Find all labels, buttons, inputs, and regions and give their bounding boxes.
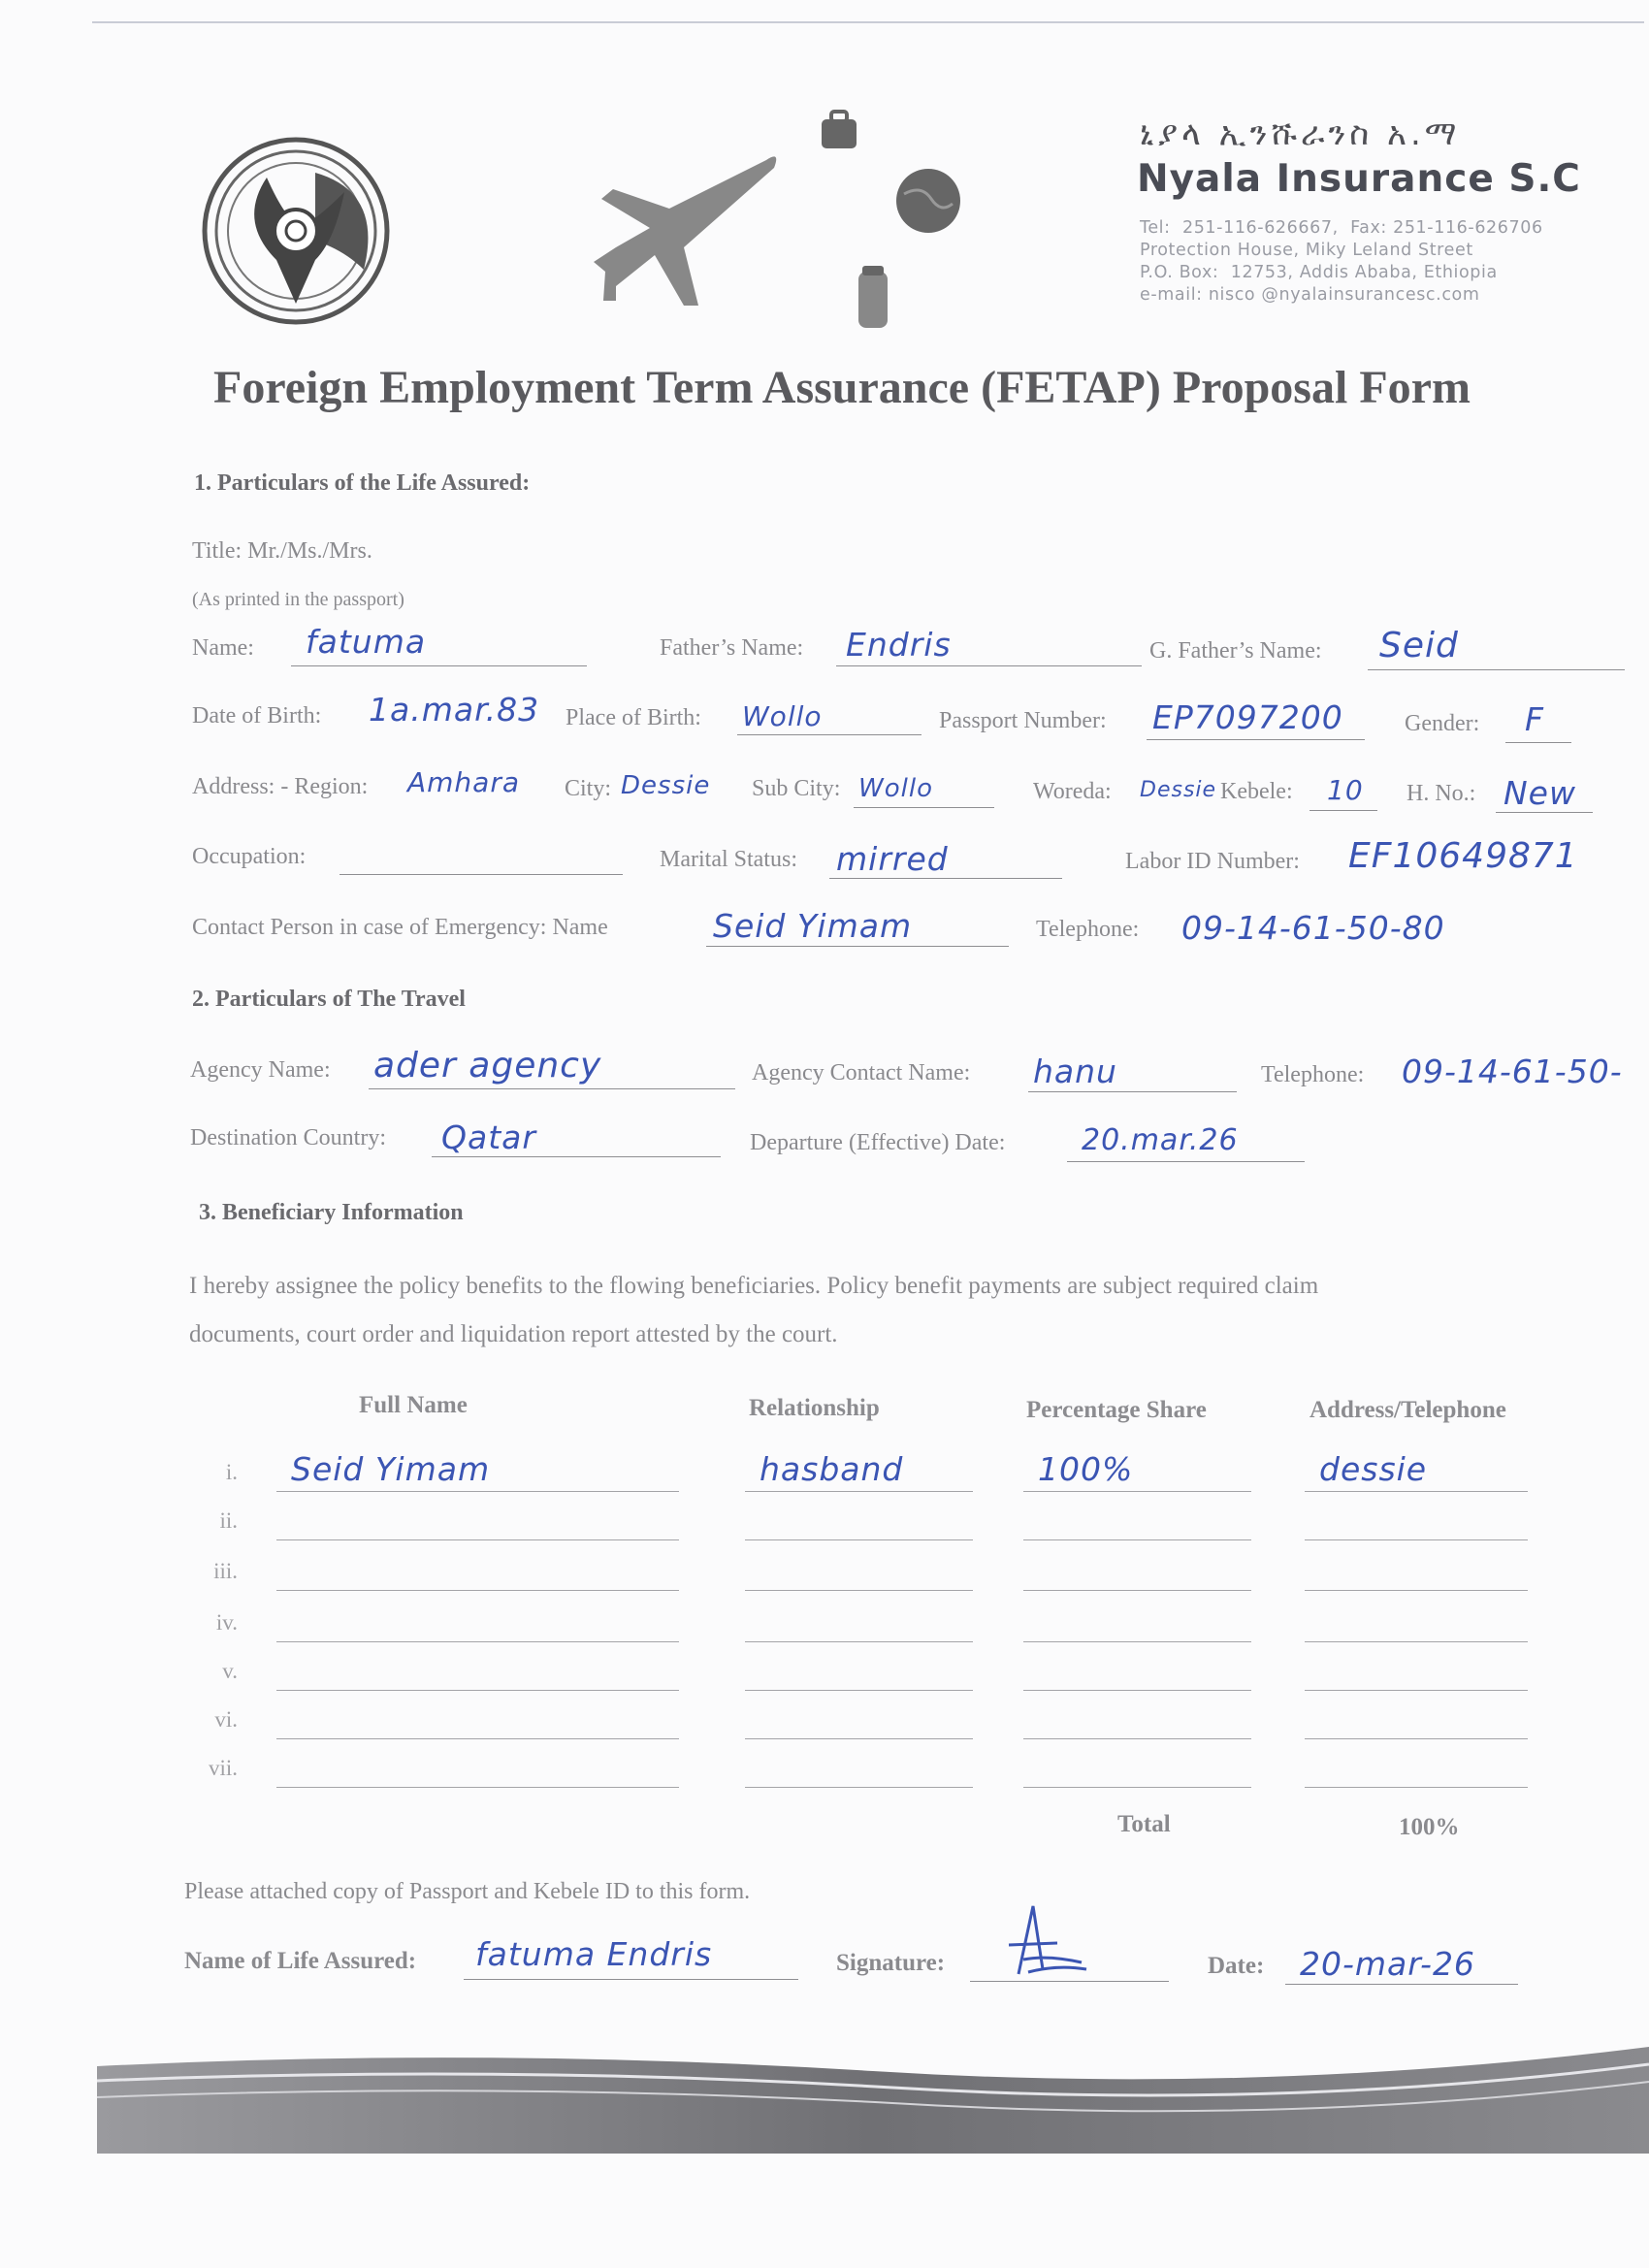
name-field-line [291, 665, 587, 667]
row-number: vi. [214, 1707, 238, 1732]
cell-line [276, 1590, 679, 1592]
row-number: iv. [215, 1610, 238, 1635]
subcity-label: Sub City: [752, 776, 841, 801]
gender-label: Gender: [1405, 711, 1480, 736]
agency-label: Agency Name: [190, 1057, 331, 1083]
row-number: v. [222, 1659, 238, 1683]
suitcase-icon [810, 102, 868, 160]
dob-label: Date of Birth: [192, 703, 322, 729]
cell-line [1305, 1491, 1528, 1493]
signature-label: Signature: [836, 1950, 946, 1976]
subcity-field-line [854, 807, 994, 809]
cell-line [745, 1539, 973, 1541]
cell-line [745, 1590, 973, 1592]
life-assured-value[interactable]: fatuma Endris [475, 1935, 713, 1973]
beneficiary-address[interactable]: dessie [1319, 1450, 1428, 1488]
kebele-value[interactable]: 10 [1327, 774, 1364, 806]
bottle-icon [849, 264, 897, 332]
cell-line [1305, 1738, 1528, 1740]
col-percentage-share: Percentage Share [1026, 1397, 1207, 1423]
title-note: (As printed in the passport) [192, 589, 404, 610]
father-label: Father’s Name: [660, 635, 804, 661]
labor-value[interactable]: EF10649871 [1348, 836, 1578, 876]
section3-heading: 3. Beneficiary Information [199, 1200, 464, 1225]
passport-field-line [1147, 739, 1365, 741]
life-assured-label: Name of Life Assured: [184, 1948, 417, 1974]
agency-field-line [369, 1088, 735, 1090]
subcity-value[interactable]: Wollo [858, 774, 933, 803]
globe-icon [892, 165, 965, 238]
cell-line [276, 1690, 679, 1692]
cell-line [1023, 1539, 1251, 1541]
city-value[interactable]: Dessie [621, 771, 711, 800]
father-value[interactable]: Endris [846, 626, 952, 664]
cell-line [1023, 1787, 1251, 1789]
assignment-paragraph-line2: documents, court order and liquidation report attested by the court. [189, 1321, 838, 1347]
departure-value[interactable]: 20.mar.26 [1082, 1123, 1239, 1157]
pob-field-line [737, 734, 922, 736]
col-address-telephone: Address/Telephone [1310, 1397, 1506, 1423]
departure-label: Departure (Effective) Date: [750, 1130, 1006, 1155]
cell-line [1023, 1738, 1251, 1740]
passport-label: Passport Number: [939, 708, 1107, 733]
row-number: ii. [219, 1508, 238, 1533]
agency-value[interactable]: ader agency [373, 1046, 602, 1085]
kebele-field-line [1310, 810, 1377, 812]
cell-line [1305, 1690, 1528, 1692]
marital-field-line [829, 878, 1062, 880]
section1-heading: 1. Particulars of the Life Assured: [194, 470, 531, 496]
woreda-value[interactable]: Dessie [1140, 778, 1217, 802]
cell-line [745, 1641, 973, 1643]
assignment-paragraph-line1: I hereby assignee the policy benefits to the flowing beneficiaries. Policy benefit payments are subject required claim [189, 1273, 1319, 1299]
signature-mark-icon[interactable] [989, 1896, 1106, 1984]
row-number: i. [225, 1460, 238, 1484]
cell-line [276, 1641, 679, 1643]
city-label: City: [565, 776, 612, 801]
top-rule [92, 21, 1644, 23]
contact-tel-label: Telephone: [1036, 917, 1140, 942]
cell-line [1023, 1690, 1251, 1692]
name-value[interactable]: fatuma [306, 623, 427, 661]
agency-tel-value[interactable]: 09-14-61-50- [1402, 1053, 1623, 1090]
cell-line [276, 1787, 679, 1789]
date-field-line [1285, 1984, 1518, 1986]
company-name: Nyala Insurance S.C [1137, 157, 1581, 201]
labor-label: Labor ID Number: [1125, 849, 1300, 874]
gender-value[interactable]: F [1525, 700, 1544, 738]
nyala-logo-icon [199, 134, 393, 328]
father-field-line [836, 665, 1142, 667]
destination-field-line [432, 1156, 721, 1158]
woreda-label: Woreda: [1033, 779, 1112, 804]
cell-line [745, 1787, 973, 1789]
cell-line [1305, 1787, 1528, 1789]
kebele-label: Kebele: [1220, 779, 1293, 804]
destination-value[interactable]: Qatar [441, 1118, 536, 1156]
gender-field-line [1505, 742, 1571, 744]
cell-line [276, 1539, 679, 1541]
house-field-line [1496, 812, 1593, 814]
gfather-label: G. Father’s Name: [1149, 638, 1322, 664]
cell-line [1023, 1491, 1251, 1493]
agency-contact-value[interactable]: hanu [1033, 1053, 1117, 1090]
section2-heading: 2. Particulars of The Travel [192, 987, 466, 1012]
row-number: iii. [213, 1559, 238, 1583]
cell-line [1305, 1590, 1528, 1592]
region-label: Address: - Region: [192, 774, 369, 799]
occupation-field-line [340, 874, 623, 876]
cell-line [1305, 1641, 1528, 1643]
departure-field-line [1067, 1161, 1305, 1163]
contact-line: Tel: 251-116-626667, Fax: 251-116-626706 [1140, 218, 1543, 238]
beneficiary-relationship[interactable]: hasband [760, 1450, 904, 1488]
contact-line: e-mail: nisco @nyalainsurancesc.com [1140, 285, 1480, 305]
col-relationship: Relationship [749, 1395, 880, 1421]
marital-value[interactable]: mirred [836, 840, 949, 878]
contact-tel-value[interactable]: 09-14-61-50-80 [1181, 909, 1445, 947]
cell-line [1023, 1590, 1251, 1592]
contact-value[interactable]: Seid Yimam [713, 907, 913, 945]
agency-tel-label: Telephone: [1261, 1062, 1365, 1087]
date-value[interactable]: 20-mar-26 [1300, 1945, 1475, 1983]
pob-label: Place of Birth: [566, 705, 701, 730]
cell-line [276, 1738, 679, 1740]
total-value: 100% [1399, 1814, 1460, 1840]
company-contact [1140, 217, 1543, 307]
house-label: H. No.: [1406, 781, 1476, 806]
cell-line [745, 1738, 973, 1740]
marital-label: Marital Status: [660, 847, 797, 872]
total-label: Total [1117, 1811, 1171, 1837]
contact-label: Contact Person in case of Emergency: Name [192, 915, 608, 940]
agency-contact-label: Agency Contact Name: [752, 1060, 971, 1085]
beneficiary-full-name[interactable]: Seid Yimam [291, 1450, 491, 1488]
agency-contact-field-line [1028, 1091, 1237, 1093]
pob-value[interactable]: Wollo [742, 700, 823, 732]
occupation-label: Occupation: [192, 844, 307, 869]
cell-line [745, 1690, 973, 1692]
cell-line [1023, 1641, 1251, 1643]
contact-field-line [706, 946, 1009, 948]
beneficiary-share[interactable]: 100% [1038, 1450, 1134, 1488]
cell-line [745, 1491, 973, 1493]
title-label: Title: Mr./Ms./Mrs. [192, 538, 372, 564]
attach-note: Please attached copy of Passport and Kebele ID to this form. [184, 1879, 751, 1904]
dob-value[interactable]: 1a.mar.83 [369, 691, 540, 729]
footer-wave-band [97, 2047, 1649, 2154]
company-name-amharic: ኒያላ ኢንሹራንስ አ.ማ [1140, 114, 1461, 153]
name-label: Name: [192, 635, 254, 661]
region-value[interactable]: Amhara [407, 766, 521, 798]
row-number: vii. [208, 1756, 238, 1780]
house-value[interactable]: New [1504, 774, 1576, 812]
airplane-icon [592, 141, 781, 310]
col-full-name: Full Name [359, 1392, 468, 1418]
life-assured-field-line [464, 1979, 798, 1981]
date-label: Date: [1208, 1953, 1265, 1979]
gfather-value[interactable]: Seid [1379, 626, 1459, 665]
gfather-field-line [1368, 669, 1625, 671]
destination-label: Destination Country: [190, 1125, 386, 1150]
contact-line: Protection House, Miky Leland Street [1140, 241, 1473, 260]
form-title: Foreign Employment Term Assurance (FETAP) Proposal Form [213, 362, 1471, 413]
cell-line [276, 1491, 679, 1493]
passport-value[interactable]: EP7097200 [1152, 698, 1343, 736]
cell-line [1305, 1539, 1528, 1541]
contact-line: P.O. Box: 12753, Addis Ababa, Ethiopia [1140, 263, 1498, 282]
